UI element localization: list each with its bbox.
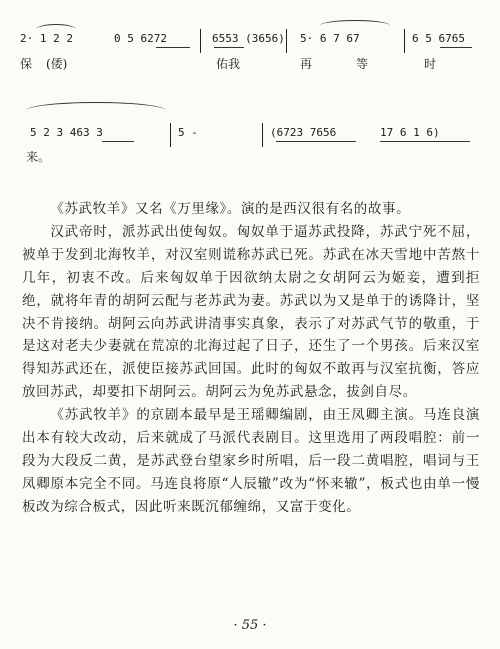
lyrics-line-1 [0, 55, 500, 73]
measure: 5 2 3 463 3 [30, 126, 103, 139]
bar-line [404, 29, 405, 53]
lyric: 时 [424, 57, 437, 71]
measure: 5 - [178, 126, 198, 139]
paragraph: 《苏武牧羊》的京剧本最早是王瑶卿编剧，由王凤卿主演。马连良演出本有较大改动，后来就成了马派代表剧目。这里选用了两段唱腔：前一段为大段反二黄，是苏武登台望家乡时所唱，后一段二黄唱腔，唱词与王凤卿原本完全不同。马连良将原“人辰辙”改为“怀来辙”，板式也由单一慢板改为综合板式，因此听来既沉郁缠绵，又富于变化。 [22, 407, 480, 515]
beam [276, 141, 356, 142]
bar-line [200, 29, 201, 53]
lyric: (倭) [46, 57, 68, 71]
bar-line [170, 123, 171, 147]
measure: 0 5 6272 [114, 32, 167, 45]
beam [102, 141, 134, 142]
page-number: · 55 · [233, 618, 267, 633]
paragraph: 《苏武牧羊》又名《万里缘》。演的是西汉很有名的故事。 [50, 201, 411, 217]
measure: 6 5 6765 [412, 32, 465, 45]
beam [380, 141, 470, 142]
prose-body [22, 198, 480, 519]
slur [320, 20, 390, 31]
lyric: 来。 [26, 150, 51, 164]
measure: 17 6 1 6) [380, 126, 440, 139]
measure: 6553 (3656) [212, 32, 285, 45]
lyric: 保 [20, 57, 33, 71]
paragraph: 汉武帝时，派苏武出使匈奴。匈奴单于逼苏武投降，苏武宁死不屈，被单于发到北海牧羊，对汉室则谎称苏武已死。苏武在冰天雪地中苦熬十几年，初衷不改。后来匈奴单于因欲纳太尉之女胡阿云为姬妾，遭到拒绝，就将年青的胡阿云配与老苏武为妻。苏武以为又是单于的诱降计，坚决不肯接纳。胡阿云向苏武讲清事实真象，表示了对苏武气节的敬重，于是这对老夫少妻就在荒凉的北海过起了日子，还生了一个男孩。后来汉室得知苏武还在，派使臣接苏武回国。此时的匈奴不敢再与汉室抗衡，答应放回苏武，却要扣下胡阿云。胡阿云为免苏武悬念，拔剑自尽。 [22, 223, 480, 401]
beam [156, 47, 190, 48]
slur [26, 102, 166, 119]
beam [214, 47, 244, 48]
bar-line [286, 29, 287, 53]
lyric: 等 [356, 57, 369, 71]
lyric: 再 [300, 57, 313, 71]
measure: 5· 6 7 67 [300, 32, 360, 45]
beam [440, 47, 472, 48]
lyrics-line-2 [0, 148, 500, 166]
measure: (6723 7656 [270, 126, 337, 139]
measure: 2· 1 2 2 [20, 32, 73, 45]
bar-line [262, 123, 263, 147]
lyric: 佑我 [216, 57, 241, 71]
